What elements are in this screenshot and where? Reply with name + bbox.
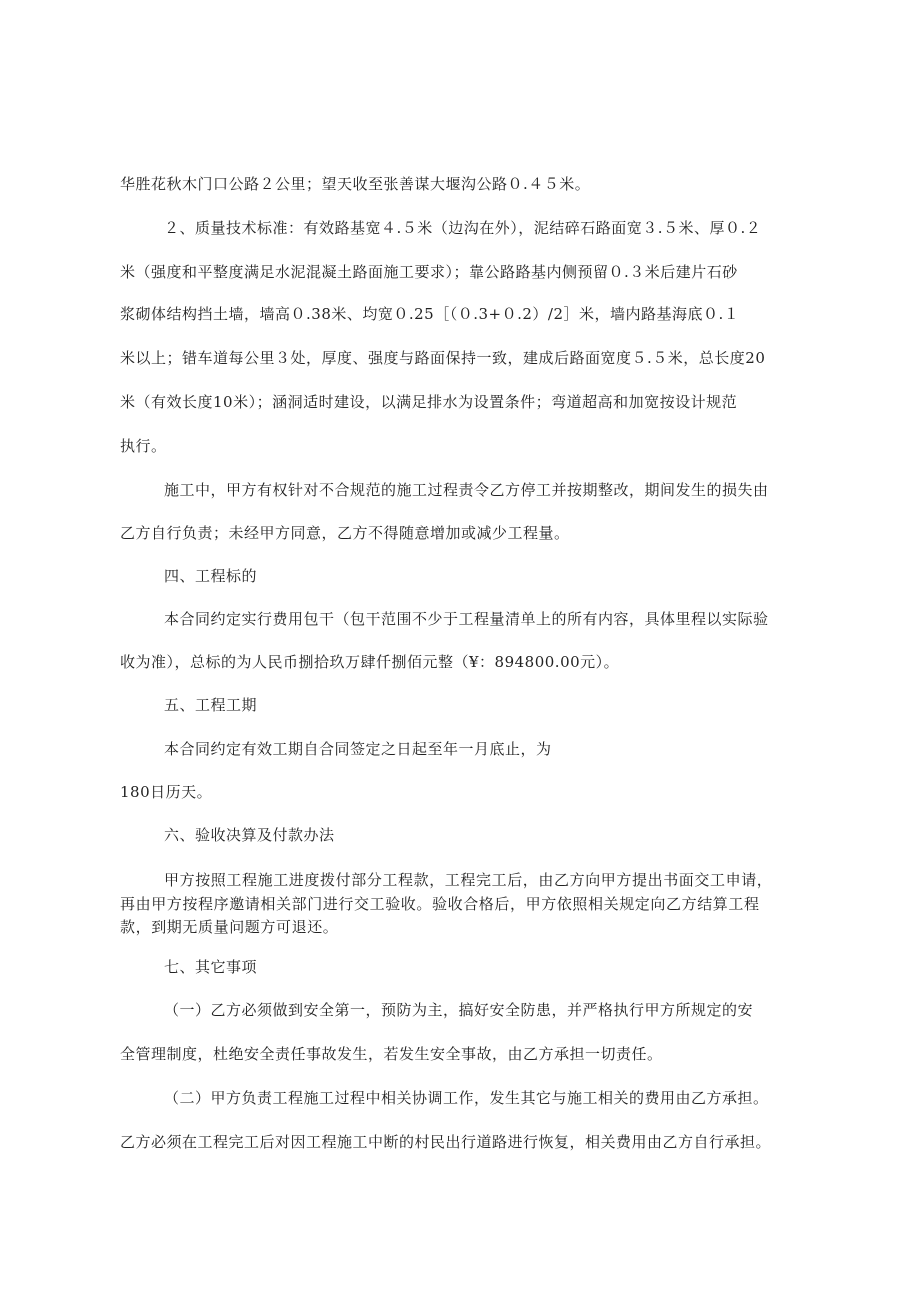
paragraph-line: 180日历天。 bbox=[120, 783, 213, 801]
paragraph-line: 再由甲方按程序邀请相关部门进行交工验收。验收合格后，甲方依照相关规定向乙方结算工程 bbox=[120, 895, 760, 913]
paragraph-line: 米（强度和平整度满足水泥混凝土路面施工要求）；靠公路路基内侧预留０.３米后建片石砂 bbox=[120, 263, 738, 281]
paragraph-line: 甲方按照工程施工进度拨付部分工程款，工程完工后，由乙方向甲方提出书面交工申请， bbox=[164, 871, 773, 889]
section-heading: 六、验收决算及付款办法 bbox=[164, 826, 335, 844]
paragraph-line: 收为准），总标的为人民币捌拾玖万肆仟捌佰元整（¥：894800.00元）。 bbox=[120, 653, 620, 671]
paragraph-line: 乙方自行负责；未经甲方同意，乙方不得随意增加或减少工程量。 bbox=[120, 524, 570, 542]
paragraph-line: 执行。 bbox=[120, 437, 167, 455]
paragraph-line: 本合同约定实行费用包干（包干范围不少于工程量清单上的所有内容，具体里程以实际验 bbox=[164, 610, 769, 628]
paragraph-line: 浆砌体结构挡土墙，墙高０.38米、均宽０.25［（０.3+０.2）/2］米，墙内路基海底０.１ bbox=[120, 305, 740, 323]
paragraph-line: 本合同约定有效工期自合同签定之日起至年一月底止，为 bbox=[164, 740, 552, 758]
section-heading: 五、工程工期 bbox=[164, 696, 258, 714]
paragraph-line: 施工中，甲方有权针对不合规范的施工过程责令乙方停工并按期整改，期间发生的损失由 bbox=[164, 481, 769, 499]
paragraph-line: 全管理制度，杜绝安全责任事故发生，若发生安全事故，由乙方承担一切责任。 bbox=[120, 1045, 663, 1063]
paragraph-line: 华胜花秋木门口公路２公里；望天收至张善谋大堰沟公路０.４５米。 bbox=[120, 175, 591, 193]
paragraph-line: （二）甲方负责工程施工过程中相关协调工作，发生其它与施工相关的费用由乙方承担。 bbox=[164, 1089, 769, 1107]
paragraph-line: 米以上；错车道每公里３处，厚度、强度与路面保持一致，建成后路面宽度５.５米，总长度20 bbox=[120, 349, 766, 367]
section-heading: 四、工程标的 bbox=[164, 567, 258, 585]
paragraph-line: 款，到期无质量问题方可退还。 bbox=[120, 918, 339, 936]
paragraph-line: 乙方必须在工程完工后对因工程施工中断的村民出行道路进行恢复，相关费用由乙方自行承担。 bbox=[120, 1133, 772, 1151]
paragraph-line: ２、质量技术标准：有效路基宽４.５米（边沟在外），泥结碎石路面宽３.５米、厚０.２ bbox=[164, 219, 762, 237]
paragraph-line: （一）乙方必须做到安全第一，预防为主，搞好安全防患，并严格执行甲方所规定的安 bbox=[164, 1001, 754, 1019]
paragraph-line: 米（有效长度10米）；涵洞适时建设，以满足排水为设置条件；弯道超高和加宽按设计规范 bbox=[120, 393, 738, 411]
section-heading: 七、其它事项 bbox=[164, 958, 258, 976]
